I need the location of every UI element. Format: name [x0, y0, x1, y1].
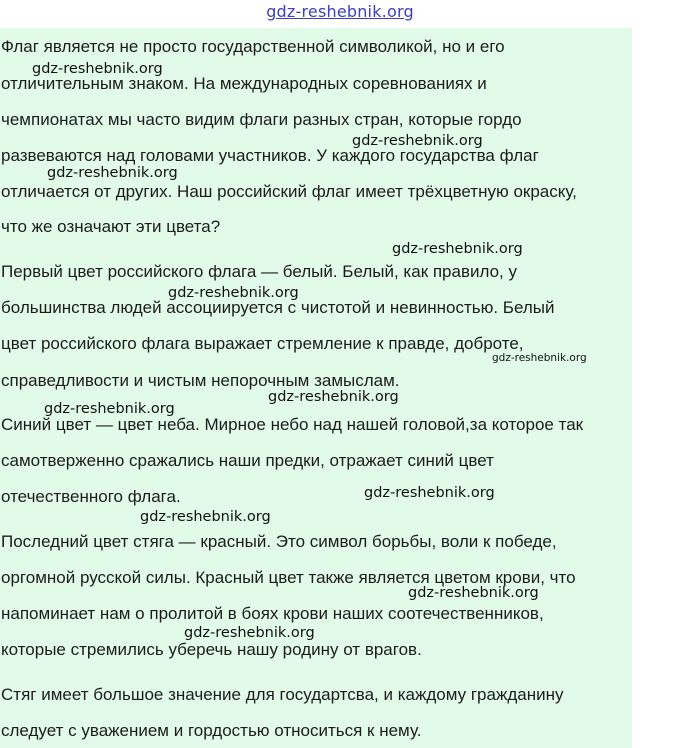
text-line: отличается от других. Наш российский флаг имеет трёхцветную окраску,	[1, 182, 577, 201]
text-line: чемпионатах мы часто видим флаги разных стран, которые гордо	[1, 110, 522, 129]
text-line: большинства людей ассоциируется с чистотой и невинностью. Белый	[1, 298, 555, 317]
text-line: цвет российского флага выражает стремление к правде, доброте,	[1, 334, 524, 353]
watermark: gdz-reshebnik.org	[392, 241, 523, 257]
text-line: отечественного флага.	[1, 487, 181, 506]
text-line: Последний цвет стяга — красный. Это символ борьбы, воли к победе,	[1, 532, 557, 551]
watermark: gdz-reshebnik.org	[140, 509, 271, 525]
watermark: gdz-reshebnik.org	[168, 285, 299, 301]
watermark: gdz-reshebnik.org	[32, 61, 163, 77]
text-line: напоминает нам о пролитой в боях крови наших соотечественников,	[1, 604, 544, 623]
text-line: оргомной русской силы. Красный цвет также является цветом крови, что	[1, 568, 576, 587]
text-line: развеваются над головами участников. У каждого государства флаг	[1, 146, 539, 165]
watermark: gdz-reshebnik.org	[44, 401, 175, 417]
text-line: которые стремились уберечь нашу родину от врагов.	[1, 640, 422, 659]
site-header-link[interactable]: gdz-reshebnik.org	[266, 2, 414, 21]
watermark: gdz-reshebnik.org	[352, 133, 483, 149]
text-line: Синий цвет — цвет неба. Мирное небо над нашей головой,за которое так	[1, 415, 584, 434]
text-line: отличительным знаком. На международных соревнованиях и	[1, 74, 487, 93]
text-line: что же означают эти цвета?	[1, 217, 221, 236]
text-line: самотверженно сражались наши предки, отражает синий цвет	[1, 451, 494, 470]
watermark: gdz-reshebnik.org	[47, 165, 178, 181]
text-line: справедливости и чистым непорочным замыслам.	[1, 371, 400, 390]
text-line: Первый цвет российского флага — белый. Белый, как правило, у	[1, 262, 518, 281]
text-line: Флаг является не просто государственной символикой, но и его	[1, 37, 505, 56]
watermark: gdz-reshebnik.org	[408, 585, 539, 601]
text-line: Стяг имеет большое значение для государтсва, и каждому гражданину	[1, 685, 564, 704]
watermark: gdz-reshebnik.org	[492, 352, 587, 364]
watermark: gdz-reshebnik.org	[268, 389, 399, 405]
watermark: gdz-reshebnik.org	[184, 625, 315, 641]
text-line: следует с уважением и гордостью относиться к нему.	[1, 721, 422, 740]
watermark: gdz-reshebnik.org	[364, 485, 495, 501]
